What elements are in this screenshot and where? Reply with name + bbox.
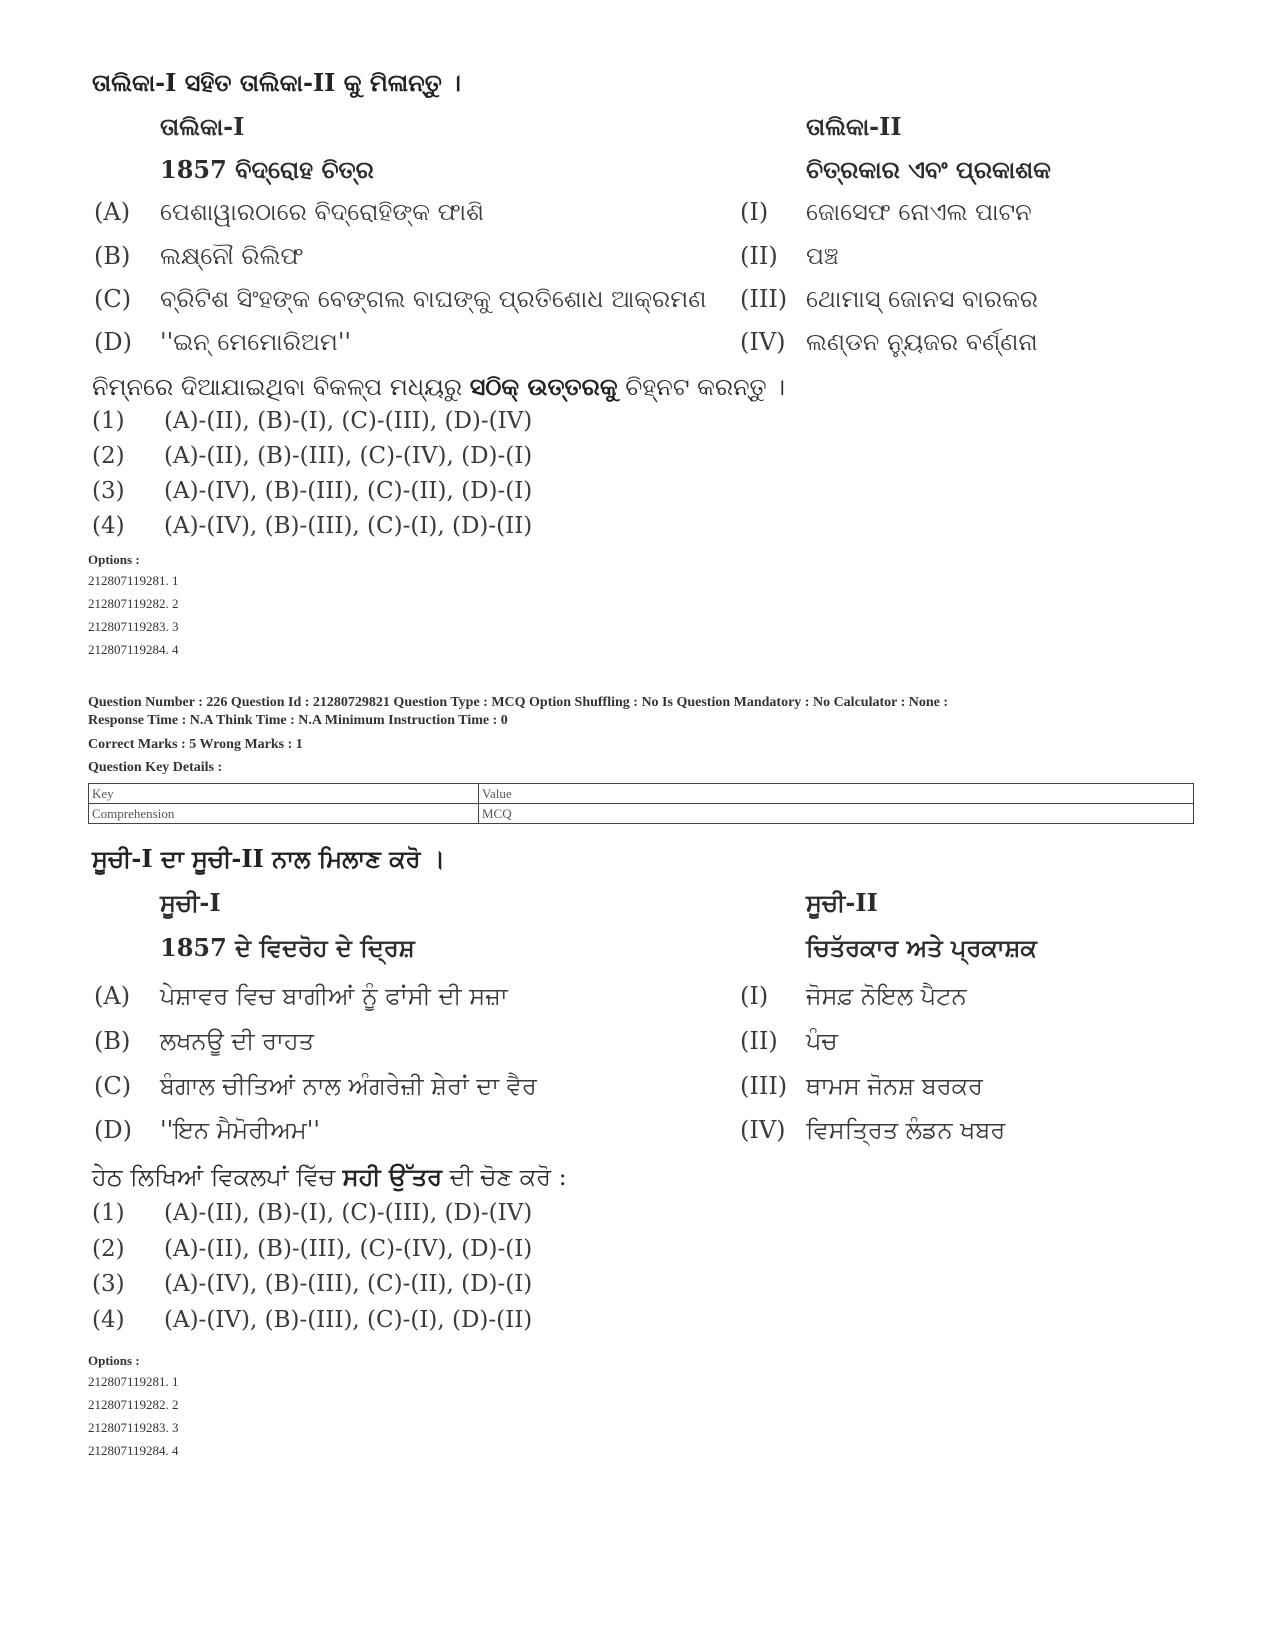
answer-number: (1) <box>92 408 125 434</box>
left-text: ଲକ୍ଷ୍ନୌ ରିଲିଫ <box>160 242 304 270</box>
answer-text: (A)-(II), (B)-(III), (C)-(IV), (D)-(I) <box>164 443 533 469</box>
right-text: ਵਿਸਤ੍ਰਿਤ ਲੰਡਨ ਖਬਰ <box>806 1116 1006 1144</box>
option-id: 212807119284. 4 <box>88 642 179 657</box>
right-mark: (IV) <box>740 1116 786 1144</box>
answer-text: (A)-(IV), (B)-(III), (C)-(II), (D)-(I) <box>164 1271 533 1297</box>
odia-choose-instruction <box>92 372 785 401</box>
punjabi-list2-title: ਸੂਚੀ-II <box>806 888 878 917</box>
right-mark: (II) <box>740 242 778 270</box>
left-text: ਲਖਨਊ ਦੀ ਰਾਹਤ <box>160 1027 315 1055</box>
punjabi-list1-title: ਸੂਚੀ-I <box>160 888 221 917</box>
table-header-row <box>89 784 1194 804</box>
option-id: 212807119281. 1 <box>88 1374 179 1389</box>
punjabi-choose-instruction <box>92 1162 567 1191</box>
answer-number: (3) <box>92 1271 125 1297</box>
left-mark: (A) <box>94 198 131 226</box>
right-mark: (I) <box>740 982 769 1010</box>
answer-text: (A)-(II), (B)-(III), (C)-(IV), (D)-(I) <box>164 1236 533 1262</box>
odia-list2-subtitle: ଚିତ୍ରକାର ଏବଂ ପ୍ରକାଶକ <box>806 155 1051 184</box>
option-id: 212807119283. 3 <box>88 619 179 634</box>
left-mark: (B) <box>94 1027 131 1055</box>
choose-bold: ਸਹੀ ਉੱਤਰ <box>342 1162 442 1191</box>
left-mark: (C) <box>94 285 132 313</box>
meta-line-1: Question Number : 226 Question Id : 21280729821 Question Type : MCQ Option Shuffling : No Is Question Mandatory : No Calculator : None : <box>88 695 949 710</box>
answer-text: (A)-(IV), (B)-(III), (C)-(I), (D)-(II) <box>164 1307 533 1333</box>
right-mark: (III) <box>740 285 788 313</box>
answer-number: (4) <box>92 513 125 539</box>
odia-list1-subtitle: 1857 ବିଦ୍ରୋହ ଚିତ୍ର <box>160 155 374 184</box>
right-text: ਪੰਚ <box>806 1027 838 1055</box>
right-text: ଲଣ୍ଡନ ନ୍ୟୁଜର ବର୍ଣ୍ଣନା <box>806 328 1038 356</box>
odia-list2-title: ତାଲିକା-II <box>806 112 902 141</box>
left-text: ପେଶାୱାରଠାରେ ବିଦ୍ରୋହିଙ୍କ ଫାଶି <box>160 198 484 226</box>
answer-text: (A)-(II), (B)-(I), (C)-(III), (D)-(IV) <box>164 408 533 434</box>
answer-number: (4) <box>92 1307 125 1333</box>
right-mark: (III) <box>740 1072 788 1100</box>
right-text: ਜੋਸਫ਼ ਨੋਇਲ ਪੈਟਨ <box>806 982 967 1010</box>
choose-suffix: ਦੀ ਚੋਣ ਕਰੋ : <box>441 1163 567 1191</box>
choose-suffix: ଚିହ୍ନଟ କରନ୍ତୁ । <box>617 373 786 401</box>
meta-line-2: Response Time : N.A Think Time : N.A Minimum Instruction Time : 0 <box>88 713 508 728</box>
left-mark: (C) <box>94 1072 132 1100</box>
left-mark: (D) <box>94 328 132 356</box>
answer-text: (A)-(II), (B)-(I), (C)-(III), (D)-(IV) <box>164 1200 533 1226</box>
answer-number: (3) <box>92 478 125 504</box>
answer-number: (2) <box>92 443 125 469</box>
punjabi-list1-subtitle: 1857 ਦੇ ਵਿਦਰੋਹ ਦੇ ਦ੍ਰਿਸ਼ <box>160 933 415 962</box>
key-header: Key <box>89 784 479 804</box>
choose-bold: ସଠିକ୍ ଉତ୍ତରକୁ <box>469 372 618 401</box>
key-details-label: Question Key Details : <box>88 760 223 775</box>
left-text: ਬੰਗਾਲ ਚੀਤਿਆਂ ਨਾਲ ਅੰਗਰੇਜ਼ੀ ਸ਼ੇਰਾਂ ਦਾ ਵੈਰ <box>160 1072 537 1100</box>
odia-list1-title: ତାଲିକା-I <box>160 112 245 141</box>
option-id: 212807119284. 4 <box>88 1443 179 1458</box>
right-text: ਥਾਮਸ ਜੋਨਸ਼ ਬਰਕਰ <box>806 1072 983 1100</box>
left-text: ''ଇନ୍ ମେମୋରିଅମ'' <box>160 328 352 356</box>
left-mark: (A) <box>94 982 131 1010</box>
right-mark: (I) <box>740 198 769 226</box>
option-id: 212807119282. 2 <box>88 1397 179 1412</box>
option-id: 212807119282. 2 <box>88 596 179 611</box>
odia-instruction: ତାଲିକା-I ସହିତ ତାଲିକା-II କୁ ମିଳାନ୍ତୁ । <box>92 68 461 97</box>
choose-prefix: ਹੇਠ ਲਿਖਿਆਂ ਵਿਕਲਪਾਂ ਵਿੱਚ <box>92 1163 343 1191</box>
key-cell: Comprehension <box>89 804 479 824</box>
right-text: ଜୋସେଫ ନୋଏଲ ପାଟନ <box>806 198 1032 226</box>
left-mark: (D) <box>94 1116 132 1144</box>
right-text: ପଞ୍ଚ <box>806 242 839 270</box>
punjabi-instruction: ਸੂਚੀ-I ਦਾ ਸੂਚੀ-II ਨਾਲ ਮਿਲਾਣ ਕਰੋ । <box>92 844 445 873</box>
right-text: ଥୋମାସ୍ ଜୋନସ ବାରକର <box>806 285 1039 313</box>
choose-prefix: ନିମ୍ନରେ ଦିଆଯାଇଥିବା ବିକଳ୍ପ ମଧ୍ୟରୁ <box>92 373 470 401</box>
option-id: 212807119283. 3 <box>88 1420 179 1435</box>
answer-number: (2) <box>92 1236 125 1262</box>
right-mark: (II) <box>740 1027 778 1055</box>
options-label: Options : <box>88 1353 140 1368</box>
answer-text: (A)-(IV), (B)-(III), (C)-(I), (D)-(II) <box>164 513 533 539</box>
left-text: ਪੇਸ਼ਾਵਰ ਵਿਚ ਬਾਗੀਆਂ ਨੂੰ ਫਾਂਸੀ ਦੀ ਸਜ਼ਾ <box>160 982 508 1010</box>
answer-text: (A)-(IV), (B)-(III), (C)-(II), (D)-(I) <box>164 478 533 504</box>
key-value-table <box>88 783 1194 824</box>
left-text: ବ୍ରିଟିଶ ସିଂହଙ୍କ ବେଙ୍ଗଲ ବାଘଙ୍କୁ ପ୍ରତିଶୋଧ ଆକ୍ରମଣ <box>160 285 707 313</box>
marks-line: Correct Marks : 5 Wrong Marks : 1 <box>88 737 303 752</box>
left-text: ''ਇਨ ਮੈਮੋਰੀਅਮ'' <box>160 1116 320 1144</box>
value-cell: MCQ <box>479 804 1194 824</box>
left-mark: (B) <box>94 242 131 270</box>
value-header: Value <box>479 784 1194 804</box>
option-id: 212807119281. 1 <box>88 573 179 588</box>
punjabi-list2-subtitle: ਚਿਤੱਰਕਾਰ ਅਤੇ ਪ੍ਰਕਾਸ਼ਕ <box>806 933 1037 962</box>
options-label: Options : <box>88 552 140 567</box>
answer-number: (1) <box>92 1200 125 1226</box>
right-mark: (IV) <box>740 328 786 356</box>
table-row <box>89 804 1194 824</box>
